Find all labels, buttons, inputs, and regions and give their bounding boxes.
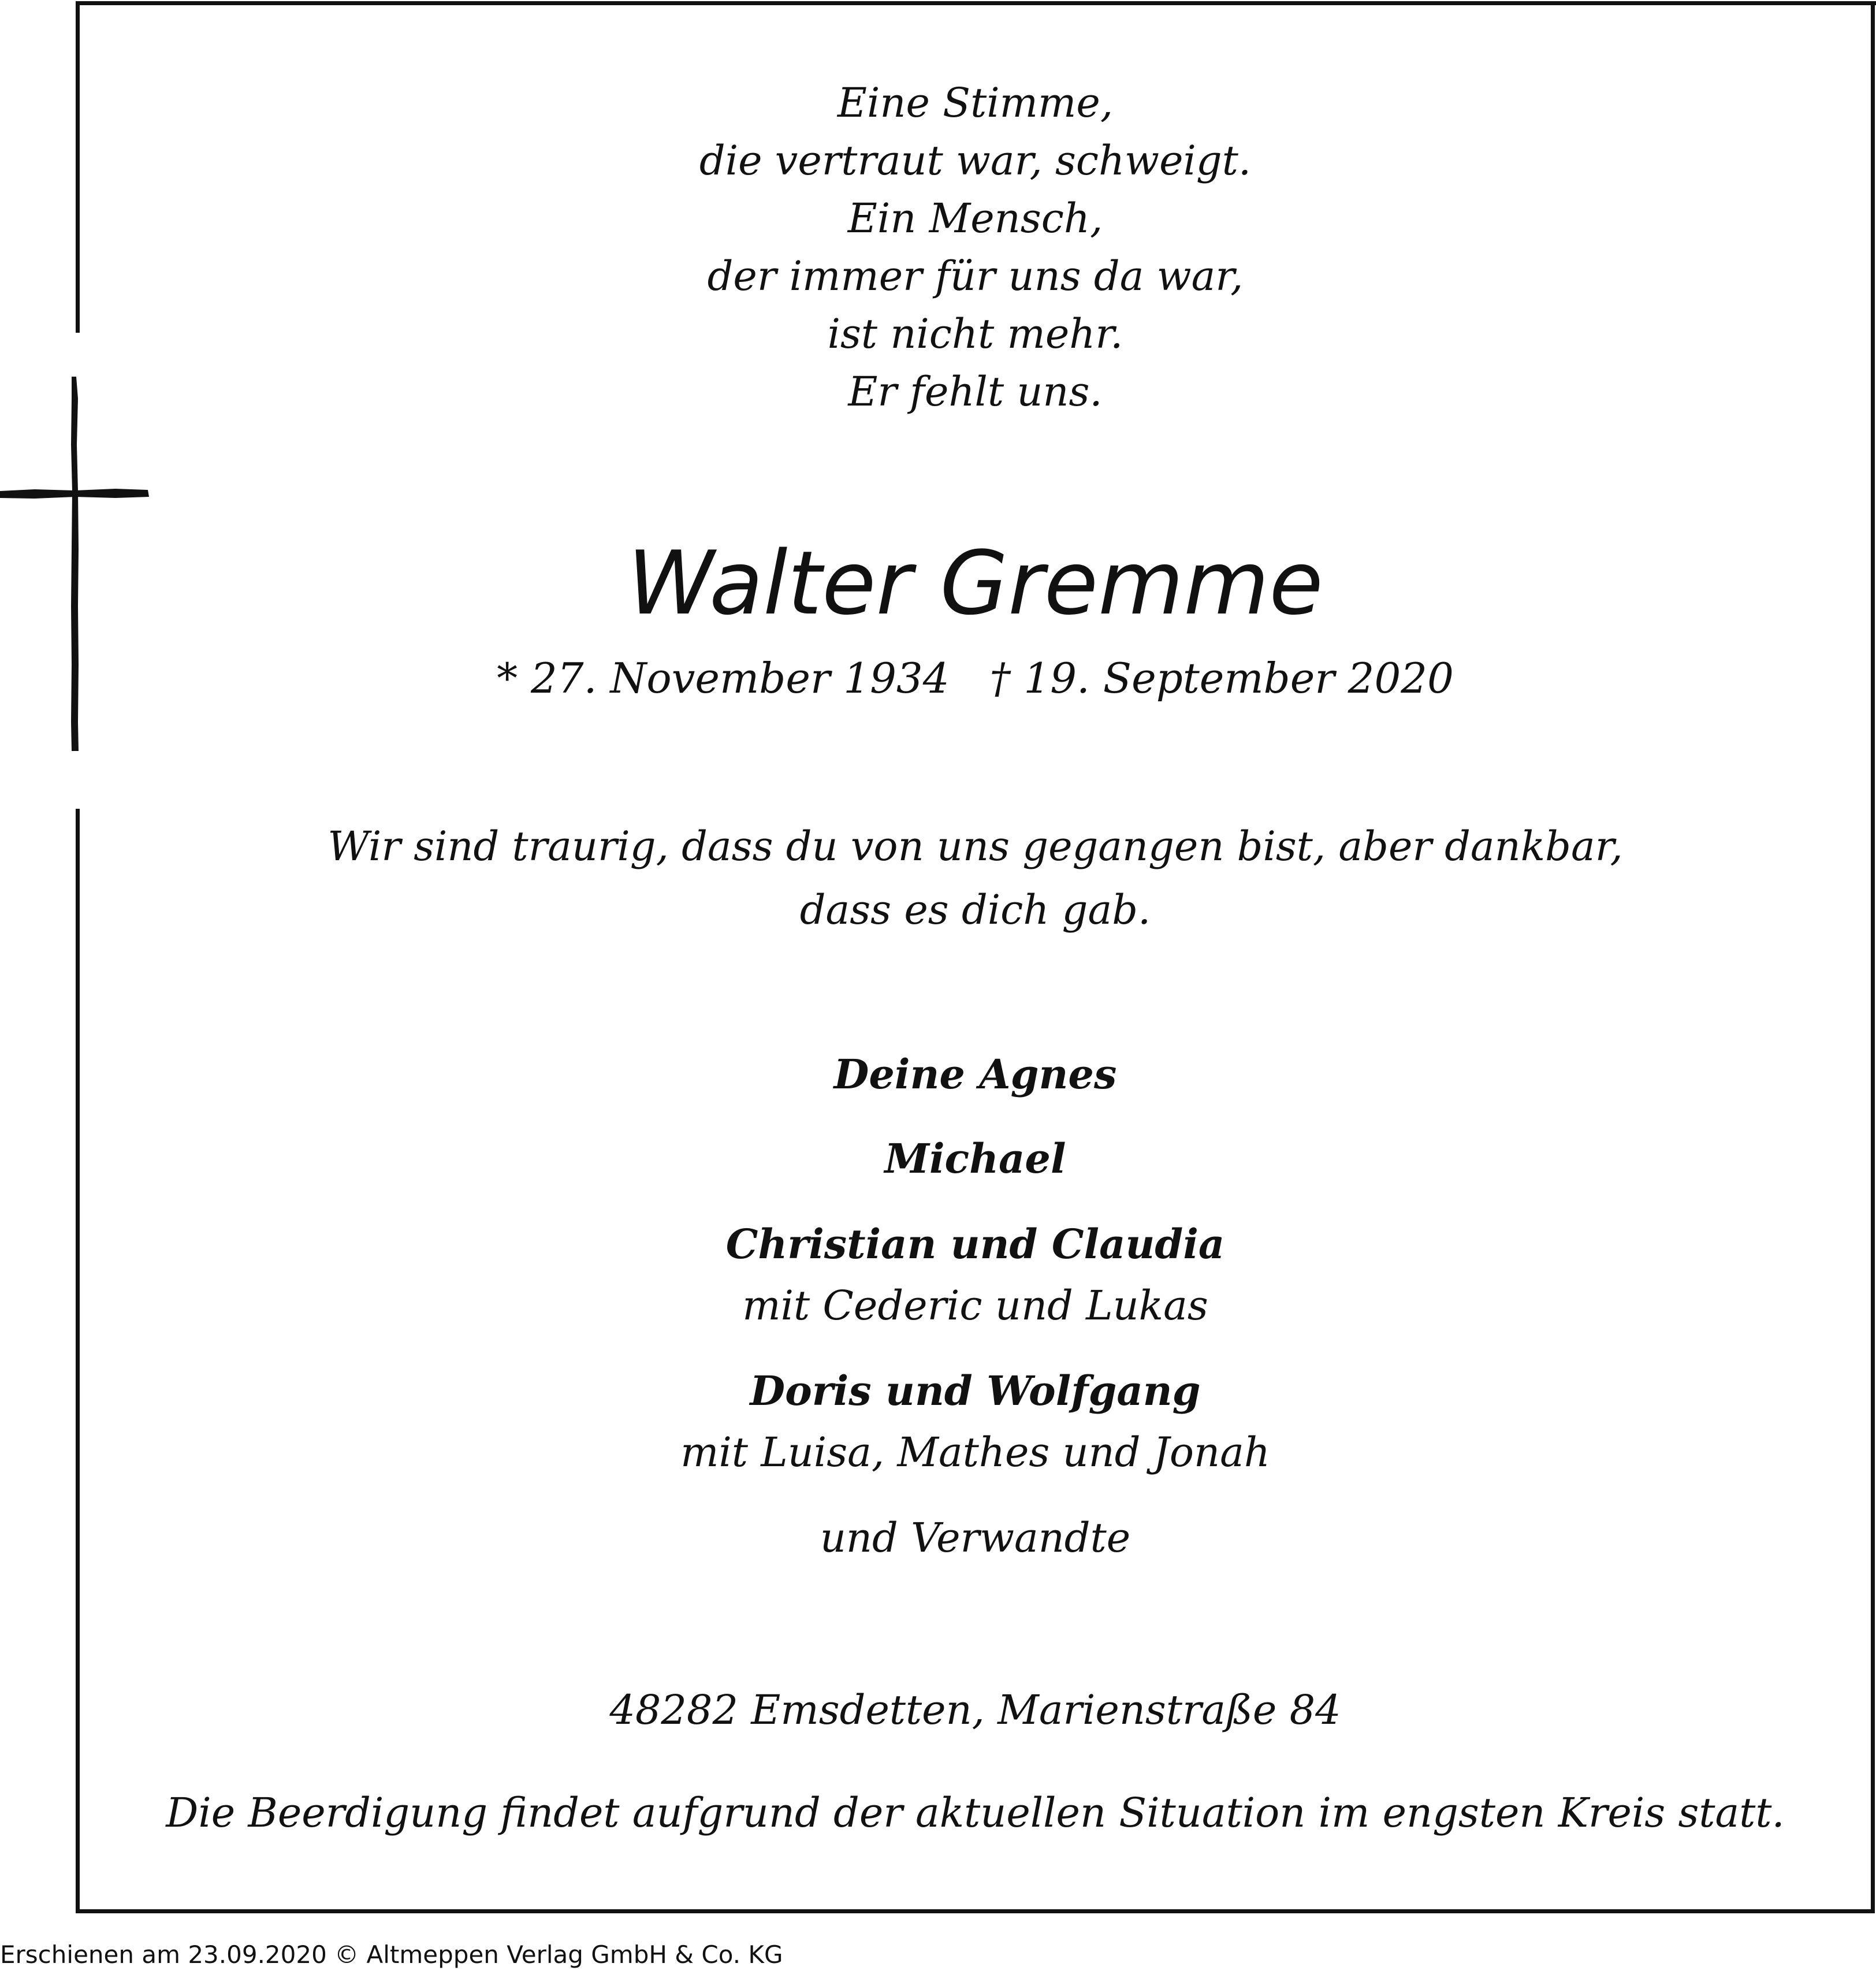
poem-line: Ein Mensch, <box>847 195 1103 242</box>
poem-line: Er fehlt uns. <box>848 368 1103 415</box>
deceased-name: Walter Gremme <box>627 532 1323 634</box>
sentiment-line: Wir sind traurig, dass du von uns gegangen bist, aber dankbar, <box>327 823 1623 870</box>
birth-date: * 27. November 1934 <box>497 654 950 702</box>
poem-line: der immer für uns da war, <box>707 252 1244 300</box>
mourner-grandchildren: mit Luisa, Mathes und Jonah <box>680 1429 1270 1476</box>
publication-footer: Erschienen am 23.09.2020 © Altmeppen Verlag GmbH & Co. KG <box>0 1940 783 1969</box>
sentiment-line: dass es dich gab. <box>799 886 1151 934</box>
mourner-daughter-couple: Doris und Wolfgang <box>750 1367 1201 1415</box>
mourner-relatives: und Verwandte <box>820 1514 1131 1561</box>
mourner-son: Michael <box>884 1135 1066 1183</box>
mourner-son-couple: Christian und Claudia <box>725 1220 1225 1268</box>
mourner-wife: Deine Agnes <box>833 1050 1117 1098</box>
frame-right-border <box>1871 1 1875 1913</box>
frame-left-border-lower <box>76 809 80 1913</box>
poem-line: Eine Stimme, <box>837 79 1114 127</box>
frame-top-border <box>76 1 1876 5</box>
life-dates <box>80 649 1871 707</box>
poem-line: die vertraut war, schweigt. <box>699 137 1252 184</box>
poem-line: ist nicht mehr. <box>827 310 1123 358</box>
address: 48282 Emsdetten, Marienstraße 84 <box>609 1686 1341 1734</box>
frame-bottom-border <box>76 1909 1875 1913</box>
funeral-note: Die Beerdigung findet aufgrund der aktuellen Situation im engsten Kreis statt. <box>166 1789 1785 1836</box>
frame-left-border-upper <box>76 1 80 333</box>
death-date: † 19. September 2020 <box>989 654 1454 702</box>
mourner-grandchildren: mit Cederic und Lukas <box>742 1282 1208 1329</box>
